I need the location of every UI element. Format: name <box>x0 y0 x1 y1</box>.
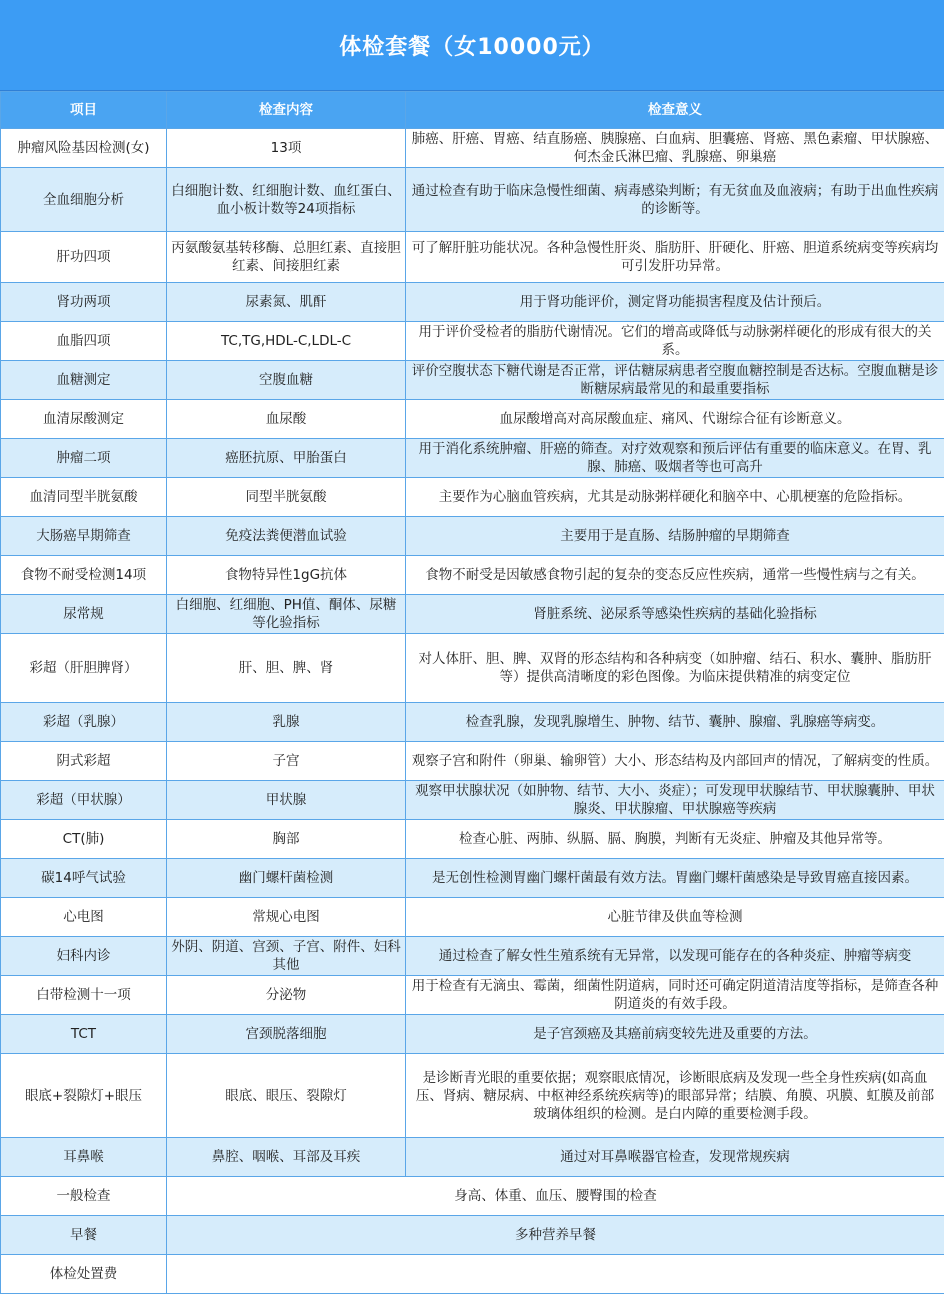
row-meaning-cell: 评价空腹状态下糖代谢是否正常，评估糖尿病患者空腹血糖控制是否达标。空腹血糖是诊断糖尿病最常见的和最重要指标 <box>406 361 944 400</box>
row-item-cell: 碳14呼气试验 <box>1 859 167 898</box>
page-title: 体检套餐（女10000元） <box>339 34 605 60</box>
table-row-merged <box>1 1177 944 1216</box>
row-item-cell: 早餐 <box>1 1216 167 1255</box>
row-content-cell: 常规心电图 <box>167 898 406 937</box>
table-header-row <box>1 92 944 129</box>
row-item-cell: 眼底+裂隙灯+眼压 <box>1 1054 167 1138</box>
table-row <box>1 400 944 439</box>
table-row <box>1 595 944 634</box>
row-content-cell: 13项 <box>167 129 406 168</box>
table-row <box>1 1138 944 1177</box>
row-meaning-cell: 肾脏系统、泌尿系等感染性疾病的基础化验指标 <box>406 595 944 634</box>
row-meaning-cell: 检查乳腺，发现乳腺增生、肿物、结节、囊肿、腺瘤、乳腺癌等病变。 <box>406 703 944 742</box>
row-item-cell: 心电图 <box>1 898 167 937</box>
row-item-cell: 血清同型半胱氨酸 <box>1 478 167 517</box>
table-row <box>1 168 944 232</box>
table-row <box>1 634 944 703</box>
row-meaning-cell: 主要作为心脑血管疾病，尤其是动脉粥样硬化和脑卒中、心肌梗塞的危险指标。 <box>406 478 944 517</box>
row-content-cell: 食物特异性1gG抗体 <box>167 556 406 595</box>
row-item-cell: 阴式彩超 <box>1 742 167 781</box>
row-content-cell: 乳腺 <box>167 703 406 742</box>
row-meaning-cell: 用于消化系统肿瘤、肝癌的筛查。对疗效观察和预后评估有重要的临床意义。在胃、乳腺、肺癌、吸烟者等也可高升 <box>406 439 944 478</box>
row-content-cell: 外阴、阴道、宫颈、子宫、附件、妇科其他 <box>167 937 406 976</box>
row-item-cell: 肿瘤二项 <box>1 439 167 478</box>
row-content-cell: 丙氨酸氨基转移酶、总胆红素、直接胆红素、间接胆红素 <box>167 232 406 283</box>
table-row <box>1 1054 944 1138</box>
row-content-cell: 癌胚抗原、甲胎蛋白 <box>167 439 406 478</box>
table-body <box>1 129 944 1294</box>
row-content-cell: 空腹血糖 <box>167 361 406 400</box>
row-content-cell: 肝、胆、脾、肾 <box>167 634 406 703</box>
row-item-cell: 肾功两项 <box>1 283 167 322</box>
table-row <box>1 781 944 820</box>
table-row <box>1 322 944 361</box>
row-meaning-cell: 观察甲状腺状况（如肿物、结节、大小、炎症）；可发现甲状腺结节、甲状腺囊肿、甲状腺炎、甲状腺瘤、甲状腺癌等疾病 <box>406 781 944 820</box>
row-item-cell: 耳鼻喉 <box>1 1138 167 1177</box>
row-item-cell: 大肠癌早期筛查 <box>1 517 167 556</box>
table-row <box>1 129 944 168</box>
table-row <box>1 859 944 898</box>
row-meaning-cell: 肺癌、肝癌、胃癌、结直肠癌、胰腺癌、白血病、胆囊癌、肾癌、黑色素瘤、甲状腺癌、何杰金氏淋巴瘤、乳腺癌、卵巢癌 <box>406 129 944 168</box>
row-item-cell: 血清尿酸测定 <box>1 400 167 439</box>
row-content-cell: 甲状腺 <box>167 781 406 820</box>
table-row <box>1 742 944 781</box>
row-meaning-cell: 心脏节律及供血等检测 <box>406 898 944 937</box>
row-meaning-cell: 血尿酸增高对高尿酸血症、痛风、代谢综合征有诊断意义。 <box>406 400 944 439</box>
row-item-cell: 肿瘤风险基因检测(女) <box>1 129 167 168</box>
row-item-cell: 彩超（甲状腺） <box>1 781 167 820</box>
row-item-cell: 体检处置费 <box>1 1255 167 1294</box>
row-item-cell: 彩超（肝胆脾肾） <box>1 634 167 703</box>
row-item-cell: TCT <box>1 1015 167 1054</box>
row-meaning-cell: 用于检查有无滴虫、霉菌，细菌性阴道病，同时还可确定阴道清洁度等指标，是筛查各种阴道炎的有效手段。 <box>406 976 944 1015</box>
table-row-merged <box>1 1255 944 1294</box>
row-item-cell: 妇科内诊 <box>1 937 167 976</box>
table-row <box>1 556 944 595</box>
row-content-cell: 胸部 <box>167 820 406 859</box>
row-meaning-cell: 用于评价受检者的脂肪代谢情况。它们的增高或降低与动脉粥样硬化的形成有很大的关系。 <box>406 322 944 361</box>
header-content: 检查内容 <box>167 92 406 129</box>
row-meaning-cell: 是子宫颈癌及其癌前病变较先进及重要的方法。 <box>406 1015 944 1054</box>
row-meaning-cell: 对人体肝、胆、脾、双肾的形态结构和各种病变（如肿瘤、结石、积水、囊肿、脂肪肝等）提供高清晰度的彩色图像。为临床提供精准的病变定位 <box>406 634 944 703</box>
package-table <box>0 91 944 1294</box>
row-item-cell: 尿常规 <box>1 595 167 634</box>
table-row <box>1 478 944 517</box>
row-meaning-cell: 可了解肝脏功能状况。各种急慢性肝炎、脂肪肝、肝硬化、肝癌、胆道系统病变等疾病均可引发肝功异常。 <box>406 232 944 283</box>
table-row <box>1 1015 944 1054</box>
row-meaning-cell: 检查心脏、两肺、纵膈、膈、胸膜，判断有无炎症、肿瘤及其他异常等。 <box>406 820 944 859</box>
row-content-cell: 血尿酸 <box>167 400 406 439</box>
row-item-cell: 全血细胞分析 <box>1 168 167 232</box>
row-content-cell: 子宫 <box>167 742 406 781</box>
row-detail-cell: 多种营养早餐 <box>167 1216 944 1255</box>
row-content-cell: 幽门螺杆菌检测 <box>167 859 406 898</box>
row-meaning-cell: 通过检查了解女性生殖系统有无异常，以发现可能存在的各种炎症、肿瘤等病变 <box>406 937 944 976</box>
row-meaning-cell: 用于肾功能评价，测定肾功能损害程度及估计预后。 <box>406 283 944 322</box>
table-row <box>1 361 944 400</box>
row-item-cell: 血糖测定 <box>1 361 167 400</box>
table-row <box>1 937 944 976</box>
row-content-cell: 尿素氮、肌酐 <box>167 283 406 322</box>
title-bar <box>0 0 944 91</box>
row-item-cell: 彩超（乳腺） <box>1 703 167 742</box>
row-meaning-cell: 通过检查有助于临床急慢性细菌、病毒感染判断；有无贫血及血液病；有助于出血性疾病的诊断等。 <box>406 168 944 232</box>
table-row <box>1 283 944 322</box>
table-row <box>1 517 944 556</box>
row-content-cell: 同型半胱氨酸 <box>167 478 406 517</box>
row-content-cell: 免疫法粪便潜血试验 <box>167 517 406 556</box>
row-content-cell: 眼底、眼压、裂隙灯 <box>167 1054 406 1138</box>
table-row <box>1 976 944 1015</box>
row-item-cell: 白带检测十一项 <box>1 976 167 1015</box>
row-item-cell: 血脂四项 <box>1 322 167 361</box>
row-item-cell: 肝功四项 <box>1 232 167 283</box>
table-row <box>1 820 944 859</box>
row-content-cell: 分泌物 <box>167 976 406 1015</box>
table-row <box>1 703 944 742</box>
row-meaning-cell: 观察子宫和附件（卵巢、输卵管）大小、形态结构及内部回声的情况，了解病变的性质。 <box>406 742 944 781</box>
row-content-cell: TC,TG,HDL-C,LDL-C <box>167 322 406 361</box>
header-item: 项目 <box>1 92 167 129</box>
row-content-cell: 宫颈脱落细胞 <box>167 1015 406 1054</box>
table-row-merged <box>1 1216 944 1255</box>
row-meaning-cell: 食物不耐受是因敏感食物引起的复杂的变态反应性疾病，通常一些慢性病与之有关。 <box>406 556 944 595</box>
row-content-cell: 鼻腔、咽喉、耳部及耳疾 <box>167 1138 406 1177</box>
row-content-cell: 白细胞、红细胞、PH值、酮体、尿糖等化验指标 <box>167 595 406 634</box>
table-row <box>1 439 944 478</box>
table-row <box>1 232 944 283</box>
row-meaning-cell: 主要用于是直肠、结肠肿瘤的早期筛查 <box>406 517 944 556</box>
row-item-cell: CT(肺) <box>1 820 167 859</box>
header-meaning: 检查意义 <box>406 92 944 129</box>
row-meaning-cell: 是诊断青光眼的重要依据；观察眼底情况，诊断眼底病及发现一些全身性疾病(如高血压、肾病、糖尿病、中枢神经系统疾病等)的眼部异常；结膜、角膜、巩膜、虹膜及前部玻璃体组织的检测。是白内障的重要检测手段。 <box>406 1054 944 1138</box>
row-meaning-cell: 通过对耳鼻喉器官检查，发现常规疾病 <box>406 1138 944 1177</box>
row-item-cell: 食物不耐受检测14项 <box>1 556 167 595</box>
row-meaning-cell: 是无创性检测胃幽门螺杆菌最有效方法。胃幽门螺杆菌感染是导致胃癌直接因素。 <box>406 859 944 898</box>
row-detail-cell: 身高、体重、血压、腰臀围的检查 <box>167 1177 944 1216</box>
table-row <box>1 898 944 937</box>
row-detail-cell <box>167 1255 944 1294</box>
row-content-cell: 白细胞计数、红细胞计数、血红蛋白、血小板计数等24项指标 <box>167 168 406 232</box>
row-item-cell: 一般检查 <box>1 1177 167 1216</box>
